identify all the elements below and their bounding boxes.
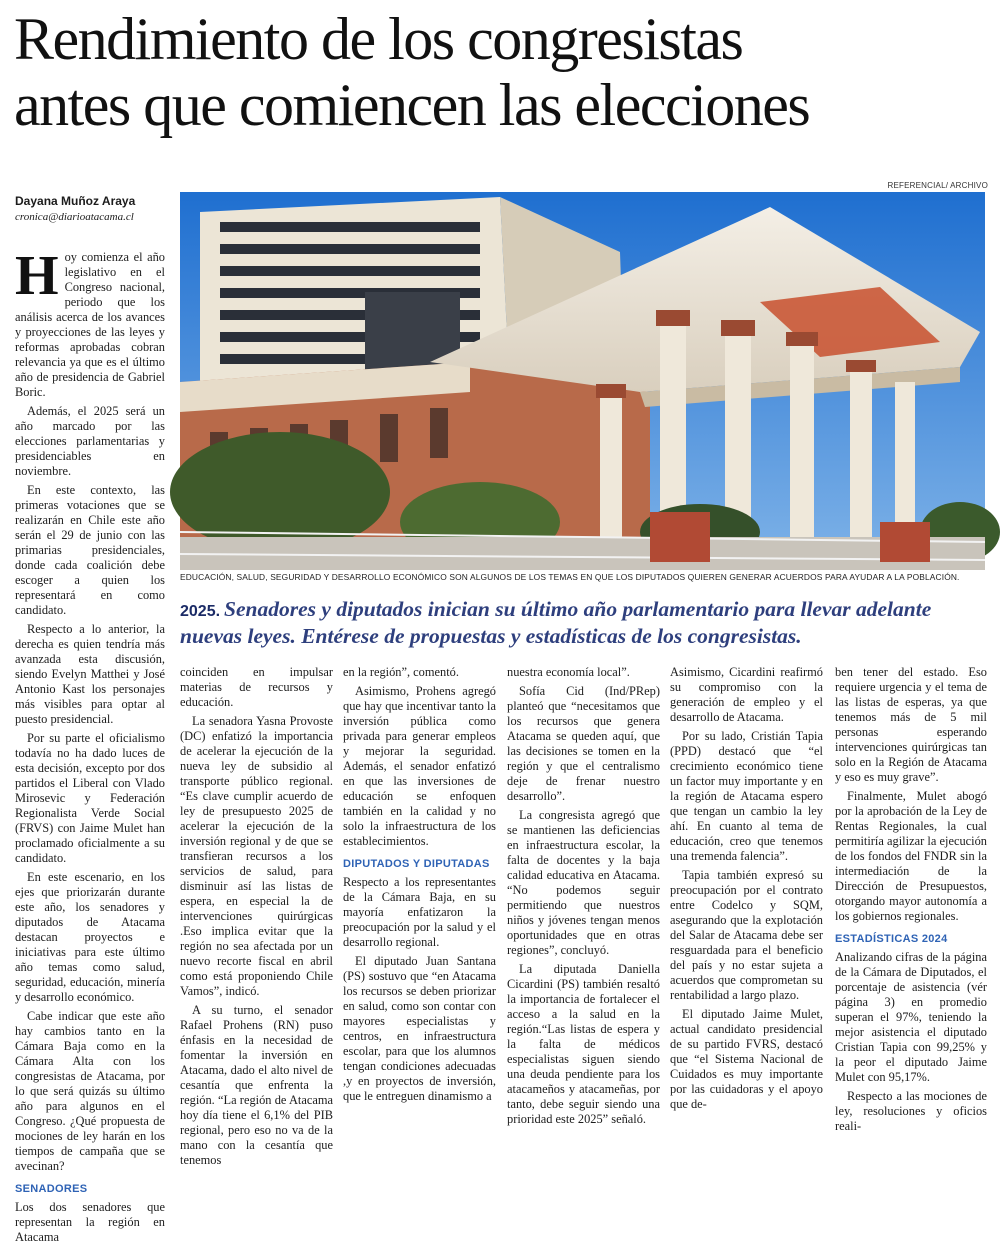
paragraph: Tapia también expresó su preocupación por el contrato entre Codelco y SQM, asegurando que la explotación del Salar de Atacama debe ser resguardada para el beneficio del país y no estar sujeta a acuerdos que comprometan su rentabilidad a largo plazo. <box>670 868 823 1002</box>
article-column-5 <box>670 665 823 1111</box>
paragraph: La senadora Yasna Provoste (DC) enfatizó la importancia de acelerar la ejecución de la nueva ley de subsidio al transporte público regional. “Es clave cumplir acuerdo de ley de presupuesto 2025 de acelerar la ejecución de la inversión regional y de que se transfieran recursos a los servicios de salud, para disminuir así las listas de espera, en especial la de intervenciones quirúrgicas .Eso implica evitar que la región no sea afectada por un nuevo recorte fiscal en abril como está proponiendo Chile Vamos”, indicó. <box>180 714 333 998</box>
paragraph: El diputado Jaime Mulet, actual candidato presidencial de su partido FVRS, destacó que “el Sistema Nacional de Cuidados es muy importante por las cuidadoras y el apoyo que de- <box>670 1007 823 1111</box>
paragraph: Analizando cifras de la página de la Cámara de Diputados, el porcentaje de asistencia (vér página 3) en promedio superan el 97%, teniendo la mejor asistencia el diputado Cristian Tapia con 99,25% y la peor el diputado Jaime Mulet con 95,17%. <box>835 950 987 1084</box>
paragraph: La congresista agregó que se mantienen las deficiencias en infraestructura escolar, la falta de docentes y la baja calidad educativa en Atacama. “No podemos seguir permitiendo que nuestros niños y jóvenes tengan menos oportunidades que en otras regiones”, concluyó. <box>507 808 660 957</box>
article-column-4 <box>507 665 660 1126</box>
paragraph: coinciden en impulsar materias de recursos y educación. <box>180 665 333 709</box>
drop-cap: H <box>15 245 59 307</box>
paragraph: Los dos senadores que representan la región en Atacama <box>15 1200 165 1244</box>
photo-credit: REFERENCIAL/ ARCHIVO <box>887 181 988 190</box>
paragraph: Sofía Cid (Ind/PRep) planteó que “necesitamos que los recursos que genera Atacama se queden aquí, que las decisiones se tomen en la región y que el centralismo deje de frenar nuestro desarrollo”. <box>507 684 660 803</box>
paragraph: Por su parte el oficialismo todavía no ha dado luces de esta decisión, excepto por dos partidos el Liberal con Vlado Mirosevic y Federación Regionalista Verde Social (FRVS) con Jaime Mulet han proclamado oficialmente a su candidato. <box>15 731 165 865</box>
paragraph: Hoy comienza el año legislativo en el Congreso nacional, periodo que los análisis acerca de los avances y proyecciones de las leyes y reformas aprobadas cobran relevancia ya que es el último año de presidencia de Gabriel Boric. <box>15 245 165 399</box>
paragraph: nuestra economía local”. <box>507 665 630 679</box>
article-column-3 <box>343 665 496 1105</box>
article-column-6 <box>835 665 987 1133</box>
section-heading-estadisticas: ESTADÍSTICAS 2024 <box>835 933 948 945</box>
paragraph: Respecto a lo anterior, la derecha es quien tendría más avanzada esta discusión, siendo Evelyn Matthei y José Antonio Kast los personajes más visibles para optar al puesto presidencial. <box>15 622 165 726</box>
photo-caption: EDUCACIÓN, SALUD, SEGURIDAD Y DESARROLLO ECONÓMICO SON ALGUNOS DE LOS TEMAS EN QUE LOS DIPUTADOS QUIEREN GENERAR ACUERDOS PARA AYUDAR A LA POBLACIÓN. <box>180 572 960 582</box>
paragraph: Cabe indicar que este año hay cambios tanto en la Cámara Baja como en la Cámara Alta con los congresistas de Atacama, por lo que será quizás su último año para algunos en el Congreso. ¿Qué propuesta de mociones de ley harán en los tiempos de campaña que se avecinan? <box>15 1009 165 1173</box>
paragraph: Por su lado, Cristián Tapia (PPD) destacó que “el crecimiento económico tiene un factor muy importante y en la región de Atacama espero que tengan un cambio la ley ahí. En cuanto al tema de educación, creo que tenemos una tremenda falencia”. <box>670 729 823 863</box>
paragraph: Asimismo, Cicardini reafirmó su compromiso con la generación de empleo y el desarrollo de Atacama. <box>670 665 823 724</box>
congress-building-illustration <box>180 192 985 570</box>
lede <box>180 597 980 649</box>
paragraph: En este escenario, en los ejes que priorizarán durante este año, los senadores y diputados de Atacama destacan proyectos e iniciativas para este último año temas como salud, seguridad, educación, minería y desarrollo económico. <box>15 870 165 1004</box>
paragraph: Finalmente, Mulet abogó por la aprobación de la Ley de Rentas Regionales, la cual permitiría agilizar la ejecución de los fondos del FNDR sin la intermediación de la Dirección de Presupuestos, otorgando mayor autonomía a los gobiernos regionales. <box>835 789 987 923</box>
headline <box>14 6 994 138</box>
article-column-1 <box>15 245 165 1244</box>
article-photo <box>180 192 985 570</box>
section-heading-senadores: SENADORES <box>15 1183 88 1195</box>
byline-email: cronica@diarioatacama.cl <box>15 211 134 223</box>
paragraph: en la región”, comentó. <box>343 665 459 679</box>
lede-text: Senadores y diputados inician su último año parlamentario para llevar adelante nuevas leyes. Entérese de propuestas y estadísticas de los congresistas. <box>180 597 932 648</box>
paragraph: Respecto a los representantes de la Cámara Baja, en su mayoría enfatizaron la preocupación por la salud y el desarrollo regional. <box>343 875 496 949</box>
paragraph: ben tener del estado. Eso requiere urgencia y el tema de las listas de esperas, ya que tenemos más de 5 mil personas esperando intervenciones quirúrgicas tan solo en la Región de Atacama y eso es muy grave”. <box>835 665 987 784</box>
paragraph: Asimismo, Prohens agregó que hay que incentivar tanto la inversión pública como privada para generar empleos y mejorar la seguridad. Además, el senador enfatizó en que las inversiones de educación se enfoquen también en la calidad y no solo la infraestructura de los establecimientos. <box>343 684 496 848</box>
paragraph: Además, el 2025 será un año marcado por las elecciones parlamentarias y presidenciables en noviembre. <box>15 404 165 478</box>
paragraph: La diputada Daniella Cicardini (PS) también resaltó la importancia de fortalecer el acceso a la salud en la región.“Las listas de espera y la falta de médicos especialistas siguen siendo una deuda pendiente para los atacameños y atacameñas, por tanto, debe seguir siendo una prioridad este 2025” señaló. <box>507 962 660 1126</box>
paragraph: El diputado Juan Santana (PS) sostuvo que “en Atacama los recursos se deben priorizar en salud, como son contar con mayores especialistas y centros, en infraestructura escolar, para que los alumnos tengan condiciones adecuadas ,y en proyectos de inversión, que le entreguen dinamismo a <box>343 954 496 1103</box>
section-heading-diputados: DIPUTADOS Y DIPUTADAS <box>343 858 490 870</box>
headline-line-1: Rendimiento de los congresistas <box>14 6 743 72</box>
lede-number: 2025. <box>180 603 221 620</box>
paragraph: En este contexto, las primeras votaciones que se realizarán en Chile este año serán el 29 de junio con las primarias presidenciales, donde cada coalición debe escoger a quien los representará en como candidato. <box>15 483 165 617</box>
byline-author: Dayana Muñoz Araya <box>15 194 136 208</box>
paragraph: Respecto a las mociones de ley, resoluciones y oficios reali- <box>835 1089 987 1133</box>
paragraph: A su turno, el senador Rafael Prohens (RN) puso énfasis en la necesidad de fomentar la inversión en Atacama, dado el alto nivel de cesantía que enfrenta la región. “La región de Atacama hoy día tiene el 6,1% del PIB regional, pero eso no va de la mano con la cesantía que tenemos <box>180 1003 333 1167</box>
article-column-2 <box>180 665 333 1167</box>
headline-line-2: antes que comiencen las elecciones <box>14 72 810 138</box>
